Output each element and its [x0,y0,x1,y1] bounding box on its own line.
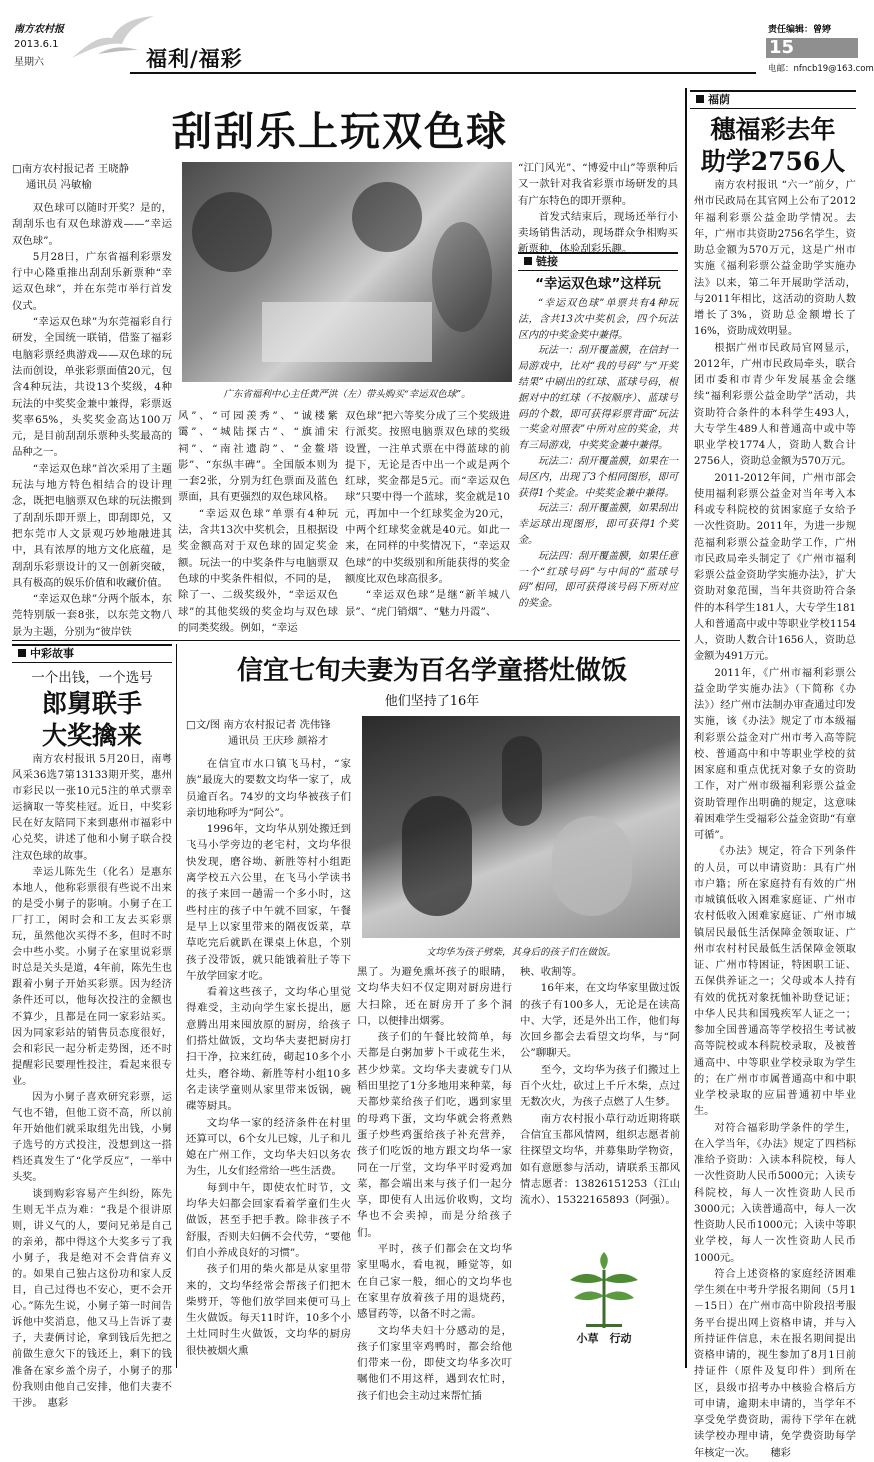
header-rule [130,72,756,74]
grass-action-logo [560,1250,648,1354]
paragraph: 根据广州市民政局官网显示，2012年，广州市民政局牵头，联合团市委和市青少年发展基金会继续“福利彩票公益金助学”活动，共资助符合条件的本科学生493人，大专学生489人和普通高中或中等职业学校1774人，资助人数合计2756人，资助总金额为570万元。 [694,342,856,468]
feature-byline-1: □文/图 南方农村报记者 冼伟锋 [186,719,331,731]
left-story-body [12,752,172,1409]
paragraph: 秧、收割等。 [520,966,583,978]
left-story-title-1: 郎舅联手 [41,689,142,718]
main-column-4-top [518,160,678,256]
email-line: 电邮：nfncb19@163.com [768,64,874,74]
paragraph: 符合上述资格的家庭经济困难学生须在中考升学报名期间（5月1－15日）在广州市高中阶段招考服务平台提出网上资格申请，并与入所持证件信息，未在报名期间提出资格申请的，视生参加了8月1日前持证件（原件及复印件）到所在区，县级市招考办中核验合格后方可申请，逾期未申请的，当学年不享受免学费资助，需待下学年在就读学校办理申请，免学费资助每学年核定一次。 穗彩 [694,1268,856,1459]
paragraph: 幸运儿陈先生（化名）是惠东本地人，他称彩票很有些说不出来的是受小舅子的影响。小舅子在工厂打工，闲时会和工友去买彩票玩，虽然他次买得不多，但时不时会中些小奖。小舅子在家里说彩票时总是关头是道，4年前，陈先生也跟着小舅子开始买彩票。因为经济条件还可以，他每次投注的金额也不算少，且都是在同一家彩站买。因为同家彩站的销售员态度很好，会和彩民一起分析走势图，还不时提醒彩民要理性投注，看起来很专业。 [12,866,172,1087]
paragraph: 玩法二：刮开覆盖膜，如果在一局区内，出现了3个相同图形，即可获得1个奖金。中奖奖金兼中兼得。 [518,455,678,499]
paragraph: 玩法三：刮开覆盖膜，如果刮出幸运球出现图形，即可获得1个奖金。 [518,503,678,546]
sprout-icon [560,1250,648,1330]
link-tag [518,252,678,271]
paragraph: “江门风光”、“博爱中山”等票种后又一款针对我省彩票市场研发的具有广东特色的即开票种。 [518,162,678,207]
middle-divider [12,640,680,641]
feature-column-2 [357,964,512,1402]
page-number-text: 15 [769,37,795,58]
grass-action-text: 小草 行动 [576,1332,632,1345]
paragraph: 孩子们用的柴火都是从家里带来的，文均华经常会帮孩子们把木柴劈开，等他们放学回来便可马上生火做饭。每天11时许，10多个小土灶同时生火做饭，文均华的厨房很快被烟火熏 [186,1263,351,1357]
paragraph: “幸运双色球”首次采用了主题玩法与地方特色相结合的设计理念，既把电脑票双色球的玩法搬到了刮刮乐即开票上，即刮即兑，又把东莞市人文景观巧妙地融进其中，具有浓厚的地方文化底蕴，是刮刮乐彩票设计的又一创新突破，具有极高的娱乐价值和收藏价值。 [12,462,172,589]
feature-column-3 [520,964,680,1246]
paragraph: 玩法一：刮开覆盖膜，在信封一局游戏中，比对“我的号码”与“开奖结果”中刷出的红球、蓝球号码，根据对中的红球（不按顺序）、蓝球号码的个数，即可获得彩票背面“玩法一奖金对照表”中所对应的奖金，共有三局游戏，中奖奖金兼中兼得。 [518,345,678,452]
paragraph: 每到中午，即使农忙时节，文均华夫妇都会回家看着学童们生火做饭，甚至手把手教。除非孩子不舒服，否则夫妇俩不会代劳，“要他们自小养成良好的习惯”。 [186,1181,351,1259]
paragraph: 黑了。为避免熏坏孩子的眼睛，文均华夫妇不仅定期对厨房进行大扫除，还在厨房开了多个洞口，以便排出烟雾。 [357,966,512,1027]
paragraph: 谈到购彩容易产生纠纷，陈先生则无半点为难：“我是个很讲原则，讲义气的人，要问兄弟是自己的亲弟，都中得这个大奖多亏了我小舅子，我是绝对不会背信弃义的。如果自己独占这份功和家人反目，自己过得也不安心，更不会开心。”陈先生说，小舅子第一时间告诉他中奖消息，他又马上告诉了妻子，夫妻俩讨论，拿到钱后先把之前做生意欠下的钱还上，剩下的钱准备在家乡盖个房子，小舅子的那份我则由他自己安排，他们夫妻不干涉。 惠彩 [12,1188,172,1409]
square-bullet-icon [18,649,26,657]
paragraph: 风”、“可园羡秀”、“诚楼紫霭”、“城陆探古”、“旗浦宋祠”、“南社遗韵”、“金鳌塔影”、“东纵丰碑”。全国版本则为一套2张，分别为红色票面及蓝色票面，具有更强烈的双色球风格。 [178,410,338,504]
feature-byline-2: 通讯员 王庆珍 颜裕才 [228,735,329,747]
paragraph: 首发式结束后，现场还举行小卖场销售活动，现场群众争相购买新票种，体验刮彩乐趣。 [518,210,678,256]
paragraph: 16年来，在文均华家里做过饭的孩子有100多人，无论是在读高中、大学，还是外出工作，他们每次回乡都会去看望文均华，与“阿公”聊聊天。 [520,982,680,1060]
main-headline: 刮刮乐上玩双色球 [172,108,508,155]
feature-photo-caption: 文均华为孩子劈柴，其身后的孩子们在做饭。 [425,947,616,958]
paragraph: 文均华夫妇十分感动的是，孩子们家里宰鸡鸭时，都会给他们带来一份，即使文均华多次叮嘱他们不用这样，遇到农忙时，孩子们也会主动过来帮忙插 [357,1324,512,1402]
paragraph: 玩法四：刮开覆盖膜，如果任意一个“红球号码”与中间的“蓝球号码”相同，即可获得该号码下所对应的奖金。 [518,550,678,610]
link-body [518,296,678,636]
paragraph: 在信宜市水口镇飞马村，“家族”最庞大的要数文均华一家了，成员逾百名。74岁的文均华被孩子们亲切地称呼为“阿公”。 [186,758,351,819]
paragraph: 南方农村报讯 5月20日，南粤风采36选7第13133期开奖，惠州市彩民以一张10元5注的单式票幸运摘取一等奖桂冠。近日，中奖彩民在好友陪同下来到惠州市福彩中心兑奖，讲述了他和小舅子联合投注双色球的故事。 [12,754,172,862]
editor-credit: 责任编辑：曾婷 [768,25,832,35]
paragraph: 对符合福彩助学条件的学生，在入学当年，《办法》规定了四档标准给予资助：入读本科院校，每人一次性资助人民币5000元；入读专科院校，每人一次性资助人民币3000元；入读普通高中，每人一次性资助人民币1000元；入读中等职业学校，每人一次性资助人民币1000元。 [694,1122,856,1264]
paragraph: 平时，孩子们都会在文均华家里喝水，看电视，睡觉等，如在自己家一般，细心的文均华也在家里存放着孩子用的退烧药，感冒药等，以备不时之需。 [357,1243,512,1321]
paragraph: 因为小舅子喜欢研究彩票，运气也不错，但他工资不高，所以前年开始他们就采取组先出钱，小舅子选号的方式投注，没想到这一搭档还真发生了“化学反应”，一举中头奖。 [12,1091,172,1184]
feature-column-1 [186,756,351,1368]
main-column-1 [12,200,172,638]
paragraph: “幸运双色球”单票共有4种玩法，含共13次中奖机会，四个玩法区内的中奖金奖中兼得。 [518,298,678,341]
right-article-body [694,178,856,1459]
paper-name: 南方农村报 [14,24,64,35]
feature-headline: 信宜七旬夫妻为百名学童搭灶做饭 [236,656,627,686]
paragraph: “幸运双色球”分两个版本，东莞特别版一套8张，以东莞文物八景为主题，分别为“彼岸铁 [12,593,172,638]
paragraph: 南方农村报讯 “六一”前夕，广州市民政局在其官网上公布了2012年福利彩票公益金助学情况。去年，广州市共资助2756名学生，资助总金额为570万元，这是广州市实施《福利彩票公益金助学实施办法》以来，第二年开展助学活动，与2011年相比，这活动的资助人数增长了3%，资助总金额增长了16%，资助成效明显。 [694,180,856,338]
page-number [766,38,858,58]
paragraph: 南方农村报小草行动近期将联合信宜玉都风情网，组织志愿者前往探望文均华，并募集助学物资，如有意愿参与活动，请联系玉都风情志愿者：13826151253（江山流水）、15322165893（阿强）。 [520,1112,680,1207]
left-story-rule [176,644,177,1368]
section-title: 福利/福彩 [146,46,243,71]
main-byline-2: 通讯员 冯敏榆 [26,179,92,191]
bird-logo-icon [68,14,158,62]
link-tag-text: 链接 [536,255,558,268]
paragraph: 2011年，《广州市福利彩票公益金助学实施办法》（下简称《办法》）经广州市法制办审查通过印发实施，该《办法》规定了市本级福利彩票公益金对广州市考入高等院校、普通高中和中等职业学校的贫困家庭和重点优抚对象子女的资助工作，对广州市级福利彩票公益金资助管理作出明确的规定，这意味着困难学生受福彩公益金资助“有章可循”。 [694,667,856,841]
right-headline-2: 助学2756人 [700,147,846,176]
main-byline-1: □南方农村报记者 王晓静 [12,163,130,175]
paragraph: 至今，文均华为孩子们搬过上百个火灶，砍过上千斤木柴，点过无数次火，为孩子点燃了人生梦。 [520,1063,680,1109]
right-tag [690,90,856,109]
paragraph: 5月28日，广东省福利彩票发行中心隆重推出刮刮乐新票种“幸运双色球”，并在东莞市举行首发仪式。 [12,250,172,312]
paragraph: 双色球可以随时开奖？是的，刮刮乐也有双色球游戏——“幸运双色球”。 [12,202,172,247]
left-story-subtitle: 一个出钱，一个选号 [31,670,153,686]
paragraph: “幸运双色球”是继“新羊城八景”、“虎门销烟”、“魅力丹霞”、 [345,589,510,618]
main-photo-caption: 广东省福利中心主任黄严洪（左）带头购买“幸运双色球”。 [223,389,471,400]
square-bullet-icon [696,95,704,103]
left-story-tag [12,644,172,663]
right-headline-1: 穗福彩去年 [710,115,836,144]
feature-subtitle: 他们坚持了16年 [384,694,480,709]
paragraph: 双色球”把六等奖分成了三个奖级进行派奖。按照电脑票双色球的奖级设置，一注单式票在中得蓝球的前提下，无论是否中出一个或是两个红球，奖金都是5元。而“幸运双色球”只要中得一个蓝球，奖金就是10元，再加中一个红球奖金为20元，中两个红球奖金就是40元。如此一来，在同样的中奖情况下，“幸运双色球”的中奖级别和所能获得的奖金额度比双色球高很多。 [345,410,510,585]
main-column-3 [345,408,510,636]
paragraph: 孩子们的午餐比较简单，每天都是白粥加萝卜干或花生米，甚少炒菜。文均华夫妻就专门从稻田里挖了1分多地用来种菜，每天都炒菜给孩子们吃，遇到家里的母鸡下蛋，文均华就会将煮熟蛋子炒些鸡蛋给孩子补充营养，孩子们吃饭的地方跟文均华一家同在一厅堂，文均华平时爱鸡加菜，都会端出来与孩子们一起分享，即使有人出远价收购，文均华也不会卖掉，而是分给孩子们。 [357,1031,512,1239]
paragraph: 看着这些孩子，文均华心里觉得难受，主动向学生家长提出，愿意腾出用来囤放原的厨房，给孩子们搭灶做饭，文均华夫妻把厨房打扫干净，拉来红砖，砌起10多个小灶头，磨谷坳、新胜等村小组10多名走读学童则从家里带来饭锅，碗碟等厨具。 [186,986,351,1113]
left-story-tag-text: 中彩故事 [30,647,74,660]
kitchen-photo [362,716,680,938]
paragraph: 文均华一家的经济条件在村里还算可以，6个女儿已嫁，儿子和儿媳在广州工作，文均华夫妇以务农为生，儿女们经常给一些生活费。 [186,1116,351,1178]
main-column-2 [178,408,338,636]
issue-date: 2013.6.1 [14,39,59,50]
paragraph: “幸运双色球”单票有4种玩法，含共13次中奖机会，且根据设奖金额高对于双色球的固定奖金额。玩法一的中奖条件与电脑票双色球的中奖条件相似，不同的是，除了一、二级奖级外，“幸运双色球”的其他奖级的奖金均与双色球的同类奖级。例如，“幸运 [178,507,338,634]
square-bullet-icon [524,257,532,265]
paragraph: 1996年，文均华从别处搬迁到飞马小学旁边的老宅村，文均华很快发现，磨谷坳、新胜等村小组距离学校五六公里，在飞马小学读书的孩子来回一趟需一个多小时，这些村庄的孩子中午就不回家，午餐是早上以家里带来的隔夜饭菜，草草吃完后就趴在课桌上休息，个别孩子没带饭，就只能饿着肚子等下午放学回家才吃。 [186,823,351,982]
paragraph: “幸运双色球”为东莞福彩自行研发，全国统一联销，借鉴了福彩电脑彩票经典游戏——双色球的玩法而创设，单张彩票面值20元，包含4种玩法，共设13个奖级，4种玩法的中奖奖金兼中兼得，彩票返奖率65%，头奖奖金高达100万元，是目前刮刮乐票种头奖最高的品种之一。 [12,316,172,459]
left-story-title-2: 大奖擒来 [41,721,142,750]
right-tag-text: 福荫 [708,93,730,106]
paragraph: 《办法》规定，符合下列条件的人员，可以申请资助：具有广州市户籍；所在家庭持有有效的广州市城镇低收入困难家庭证、广州市农村低收入困难家庭证、广州市城镇居民最低生活保障金领取证、广州市农村村民最低生活保障金领取证、广州市特困证，特困职工证、五保供养证之一；父母或本人持有有效的优抚对象抚恤补助登记证；中华人民共和国残疾军人证之一；参加全国普通高等学校招生考试被高等院校或本科院校录取，及被普通高中、中等职业学校录取为学生的；在广州市市属普通高中和中职业学校录取的应届普通初中毕业生。 [694,846,856,1118]
right-column-rule [685,88,687,1368]
issue-weekday: 星期六 [14,57,44,68]
paragraph: 2011-2012年间，广州市部会使用福利彩票公益金对当年考入本科或专科院校的贫困家庭子女给予一次性资助。2011年，为进一步规范福利彩票公益金助学工作，广州市民政局牵头制定了《广州市福利彩票公益金资助学实施办法》，扩大资助对象范围，当年共资助符合条件的本科学生181人，大专学生181人和普通高中或中等职业学校1154人，资助人数合计1656人，资助总金额为491万元。 [694,472,856,663]
lottery-photo [182,162,512,382]
link-title: “幸运双色球”这样玩 [535,276,661,292]
